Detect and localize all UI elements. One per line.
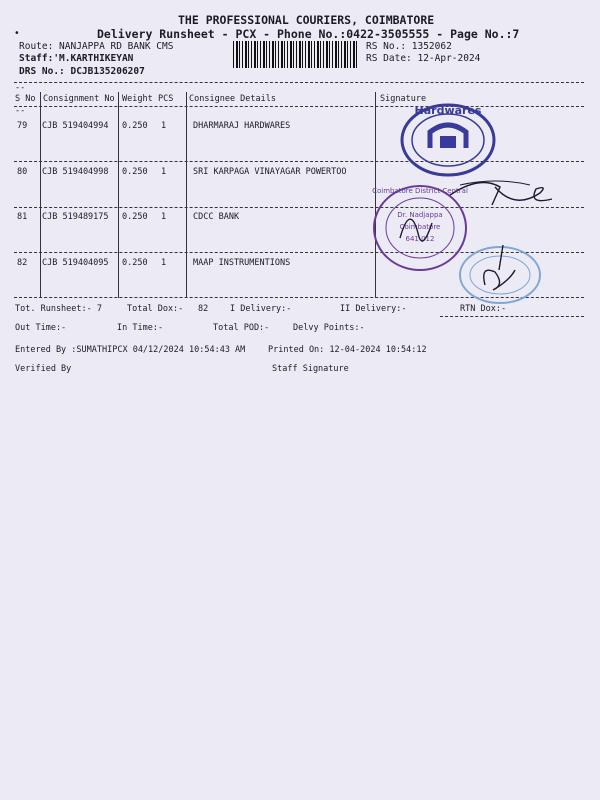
col-header-signature: Signature xyxy=(380,94,427,104)
column-rule xyxy=(186,92,187,298)
stamp2-pin: 641 012 xyxy=(405,235,435,243)
divider xyxy=(14,161,584,162)
total-pod: Total POD:- xyxy=(213,323,270,333)
cell-weight: 0.250 xyxy=(122,258,148,268)
stamp2-city: Coimbatore xyxy=(399,223,441,231)
total-dox-value: 82 xyxy=(198,304,209,314)
staff-label: Staff:'M.KARTHIKEYAN xyxy=(19,53,134,64)
cell-consignee: CDCC BANK xyxy=(193,212,240,222)
cell-weight: 0.250 xyxy=(122,167,148,177)
rs-number: RS No.: 1352062 xyxy=(366,41,452,52)
entered-by: Entered By :SUMATHIPCX 04/12/2024 10:54:43 AM xyxy=(15,345,246,355)
stamp2-ring-text: Coimbatore District Central xyxy=(372,187,468,195)
divider xyxy=(14,82,584,83)
cell-consignment: CJB 519489175 xyxy=(42,212,109,222)
total-dox: Total Dox:- xyxy=(127,304,184,314)
cell-weight: 0.250 xyxy=(122,121,148,131)
printed-on: Printed On: 12-04-2024 10:54:12 xyxy=(268,345,427,355)
col-header-weight: Weight xyxy=(122,94,153,104)
cell-pcs: 1 xyxy=(161,212,167,222)
corner-mark: • xyxy=(14,28,20,39)
rs-date: RS Date: 12-Apr-2024 xyxy=(366,53,481,64)
stamp1-text: Hardwares xyxy=(414,104,482,117)
divider xyxy=(440,316,584,317)
runsheet-subtitle: Delivery Runsheet - PCX - Phone No.:0422-3505555 - Page No.:7 xyxy=(97,27,520,41)
in-time: In Time:- xyxy=(117,323,164,333)
ii-delivery: II Delivery:- xyxy=(340,304,407,314)
cell-consignment: CJB 519404095 xyxy=(42,258,109,268)
col-header-pcs: PCS xyxy=(158,94,174,104)
cell-consignee: SRI KARPAGA VINAYAGAR POWERTOO xyxy=(193,167,347,177)
drs-label: DRS No.: DCJB135206207 xyxy=(19,66,145,77)
cell-consignment: CJB 519404994 xyxy=(42,121,109,131)
i-delivery: I Delivery:- xyxy=(230,304,292,314)
staff-signature: Staff Signature xyxy=(272,364,349,374)
col-header-sno: S No xyxy=(15,94,36,104)
cell-sno: 80 xyxy=(17,167,28,177)
cell-pcs: 1 xyxy=(161,167,167,177)
cell-consignee: DHARMARAJ HARDWARES xyxy=(193,121,291,131)
maap-stamp xyxy=(455,240,545,305)
rtn-dox: RTN Dox:- xyxy=(460,304,507,314)
cell-pcs: 1 xyxy=(161,258,167,268)
dash-mark: -- xyxy=(15,83,26,93)
verified-by: Verified By xyxy=(15,364,72,374)
stamp2-name: Dr. Nadjappa xyxy=(397,211,443,219)
cell-sno: 81 xyxy=(17,212,28,222)
route-label: Route: NANJAPPA RD BANK CMS xyxy=(19,41,174,52)
cell-pcs: 1 xyxy=(161,121,167,131)
cell-sno: 79 xyxy=(17,121,28,131)
dash-mark: -- xyxy=(15,106,26,116)
column-rule xyxy=(40,92,41,298)
out-time: Out Time:- xyxy=(15,323,67,333)
tot-runsheet: Tot. Runsheet:- 7 xyxy=(15,304,102,314)
col-header-consignee: Consignee Details xyxy=(189,94,276,104)
col-header-consignment: Consignment No xyxy=(43,94,115,104)
delvy-points: Delvy Points:- xyxy=(293,323,365,333)
company-title: THE PROFESSIONAL COURIERS, COIMBATORE xyxy=(178,13,435,27)
barcode xyxy=(233,41,358,68)
cell-sno: 82 xyxy=(17,258,28,268)
cell-weight: 0.250 xyxy=(122,212,148,222)
divider xyxy=(14,106,584,107)
cell-consignee: MAAP INSTRUMENTIONS xyxy=(193,258,291,268)
column-rule xyxy=(118,92,119,298)
cell-consignment: CJB 519404998 xyxy=(42,167,109,177)
